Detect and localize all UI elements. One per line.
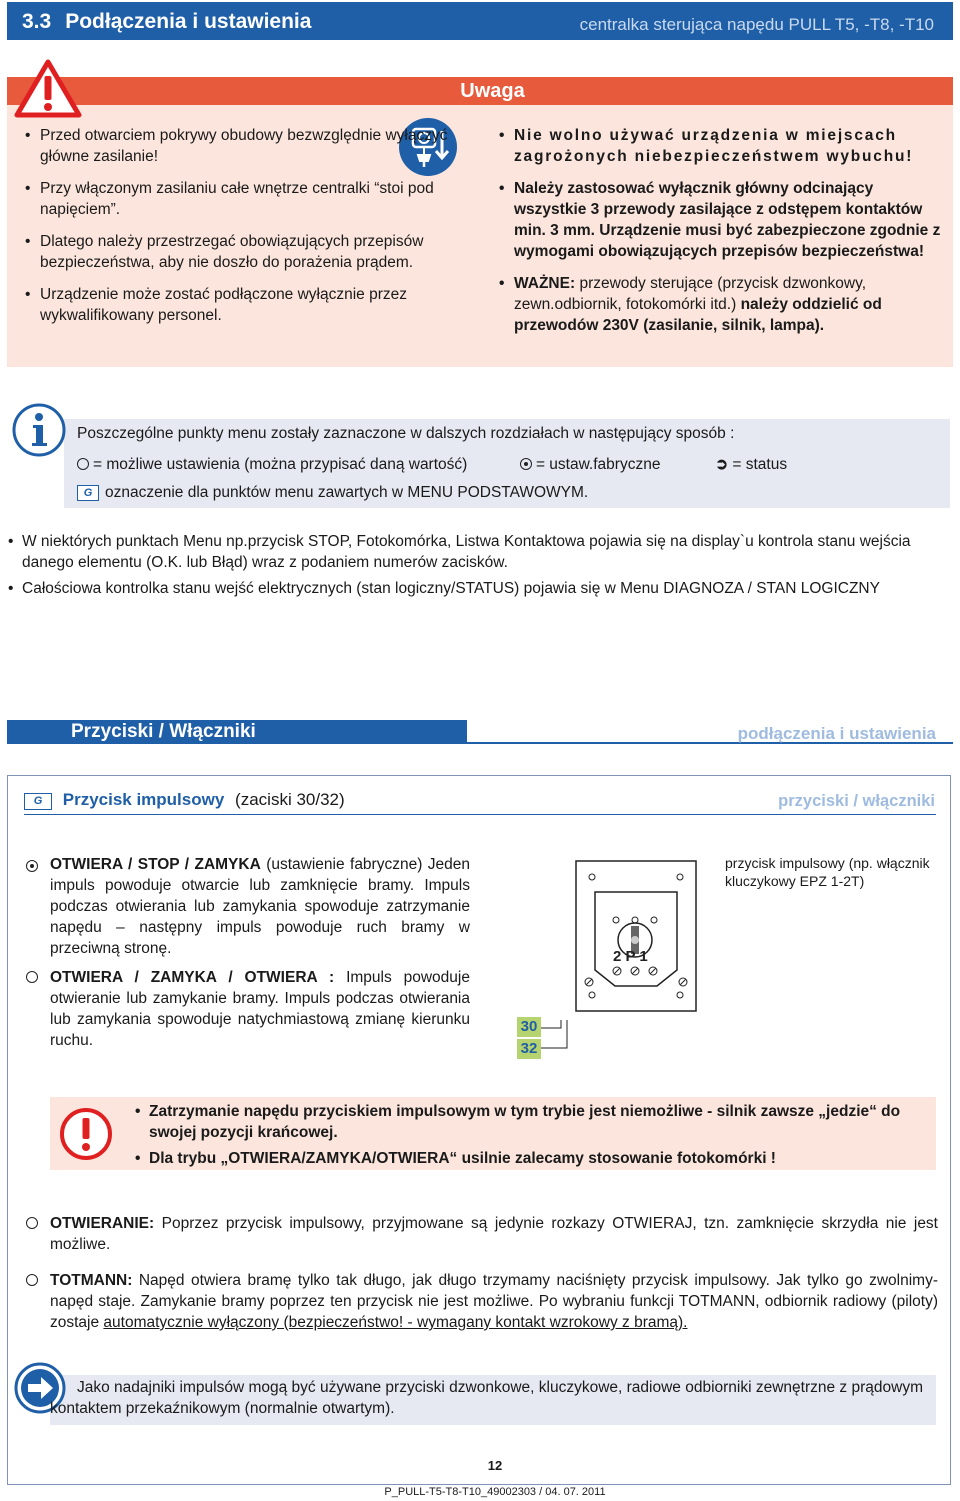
circle-dot-icon (520, 458, 532, 470)
impulse-rule (24, 814, 936, 815)
g-badge: G (77, 485, 99, 501)
option-desc: Napęd otwiera bramę tylko tak długo, jak długo trzymamy naciśnięty przycisk impulsowy. Jak tylko go zwolnimy-napęd staje. Zamykanie bramy poprzez ten przycisk nie jest możliwe. Po wybraniu funkcji TOTMANN, odbiornik radiowy (piloty) zostaje (50, 1272, 938, 1331)
important-label: WAŻNE: (514, 275, 576, 292)
terminal-30: 30 (517, 1017, 541, 1037)
terminal-32: 32 (517, 1039, 541, 1059)
notes-list (6, 531, 936, 604)
option-desc: (ustawienie fabryczne) Jeden impuls powoduje otwarcie lub zamknięcie bramy. Impuls podczas otwierania lub zamykania spowoduje zatrzymanie napędu – następny impuls powoduje ruch bramy w przeciwną stronę. (50, 856, 471, 957)
option-opening (50, 1213, 938, 1255)
impulse-category: przyciski / włączniki (778, 792, 935, 810)
list-item: • Dlatego należy przestrzegać obowiązujących przepisów bezpieczeństwa, aby nie doszło do porażenia prądem. (22, 231, 472, 273)
circle-empty-icon (26, 1274, 38, 1286)
g-badge: G (24, 793, 52, 810)
warning-title: Uwaga (460, 80, 525, 102)
section-title: Podłączenia i ustawienia (65, 10, 312, 33)
page-number: 12 (487, 1458, 503, 1473)
option-title: TOTMANN: (50, 1272, 133, 1289)
list-item: • Dla trybu „OTWIERA/ZAMYKA/OTWIERA“ usilnie zalecamy stosowanie fotokomórki ! (133, 1148, 923, 1169)
option-totmann (50, 1270, 938, 1333)
legend-possible: = możliwe ustawienia (można przypisać daną wartość) (93, 456, 468, 473)
circle-dot-icon (26, 860, 38, 872)
list-item: • Całościowa kontrolka stanu wejść elektrycznych (stan logiczny/STATUS) pojawia się w Menu DIAGNOZA / STAN LOGICZNY (6, 578, 936, 599)
list-item: • W niektórych punktach Menu np.przycisk STOP, Fotokomórka, Listwa Kontaktowa pojawia się na display`u kontrola stanu wejścia danego elementu (O.K. lub Błąd) wraz z podaniem numerów zacisków. (6, 531, 936, 573)
option-title: OTWIERA / ZAMYKA / OTWIERA : (50, 969, 335, 986)
status-arrow-icon: ➲ (715, 456, 729, 473)
important-emphasis: należy oddzielić od przewodów 230V (zasilanie, silnik, lampa). (514, 296, 882, 334)
option-open-stop-close (50, 854, 470, 959)
switch-labels: 2 P 1 (613, 948, 648, 965)
circle-empty-icon (26, 1217, 38, 1229)
warning-list-right (496, 125, 941, 347)
list-item (496, 273, 941, 336)
section-number: 3.3 (22, 10, 52, 33)
impulse-terminals: (zaciski 30/32) (235, 790, 345, 809)
warning-list-2 (133, 1101, 923, 1174)
circle-empty-icon (77, 458, 89, 470)
legend-g-text: oznaczenie dla punktów menu zawartych w MENU PODSTAWOWYM. (105, 484, 589, 501)
legend-factory: = ustaw.fabryczne (535, 456, 661, 473)
header-subtitle: centralka sterująca napędu PULL T5, -T8, -T10 (579, 15, 934, 34)
impulse-title: Przycisk impulsowy (62, 790, 225, 809)
option-desc: Impuls powoduje otwieranie lub zamykanie bramy. Impuls podczas otwierania lub zamykania spowoduje natychmiastową zmianę kierunku ruchu. (50, 969, 470, 1049)
circle-empty-icon (26, 971, 38, 983)
warning-triangle-icon (14, 58, 82, 123)
info-legend (77, 455, 787, 474)
page-title (22, 10, 311, 34)
list-item: • Należy zastosować wyłącznik główny odcinający wszystkie 3 przewody zasilające z odstępem kontaktów min. 3 mm. Urządzenie musi być zabezpieczone zgodnie z wymogami obowiązujących przepisów bezpieczeństwa! (496, 178, 941, 262)
list-item: • Urządzenie może zostać podłączone wyłącznie przez wykwalifikowany personel. (22, 284, 472, 326)
option-title: OTWIERANIE: (50, 1215, 155, 1232)
diagram-caption: przycisk impulsowy (np. włącznik kluczykowy EPZ 1-2T) (725, 855, 930, 889)
option-warning: automatycznie wyłączony (bezpieczeństwo! - wymagany kontakt wzrokowy z bramą). (103, 1314, 688, 1331)
document-id: P_PULL-T5-T8-T10_49002303 / 04. 07. 2011 (384, 1486, 606, 1498)
list-item: • Przed otwarciem pokrywy obudowy bezwzględnie wyłączyć główne zasilanie! (22, 125, 472, 167)
info-g-legend (77, 484, 588, 502)
legend-status: = status (732, 456, 788, 473)
list-item: • Przy włączonym zasilaniu całe wnętrze centralki “stoi pod napięciem”. (22, 178, 472, 220)
warning-list-left (22, 125, 472, 337)
note-text: Jako nadajniki impulsów mogą być używane przyciski dzwonkowe, kluczykowe, radiowe odbiorniki zewnętrzne z prądowym kontaktem przekaźnikowym (normalnie otwartym). (50, 1379, 923, 1417)
important-text: przewody sterujące (przycisk dzwonkowy, zewn.odbiornik, fotokomórki itd.) (514, 275, 867, 313)
option-title: OTWIERA / STOP / ZAMYKA (50, 856, 261, 873)
section-subheading: podłączenia i ustawienia (737, 724, 936, 743)
section-heading: Przyciski / Włączniki (71, 721, 256, 742)
option-desc: Poprzez przycisk impulsowy, przyjmowane są jedynie rozkazy OTWIERAJ, tzn. zamknięcie skrzydła nie jest możliwe. (50, 1215, 938, 1253)
wires (541, 1020, 581, 1060)
impulse-heading (24, 790, 345, 810)
key-switch-diagram (575, 860, 697, 1017)
info-intro: Poszczególne punkty menu zostały zaznaczone w dalszych rozdziałach w następujący sposób : (77, 425, 735, 442)
list-item: • Zatrzymanie napędu przyciskiem impulsowym w tym trybie jest niemożliwe - silnik zawsze „jedzie“ do swojej pozycji krańcowej. (133, 1101, 923, 1143)
info-icon (12, 403, 66, 462)
list-item: • Nie wolno używać urządzenia w miejscach zagrożonych niebezpieczeństwem wybuchu! (496, 125, 941, 167)
exclamation-icon (60, 1108, 112, 1165)
option-open-close-open (50, 967, 470, 1051)
